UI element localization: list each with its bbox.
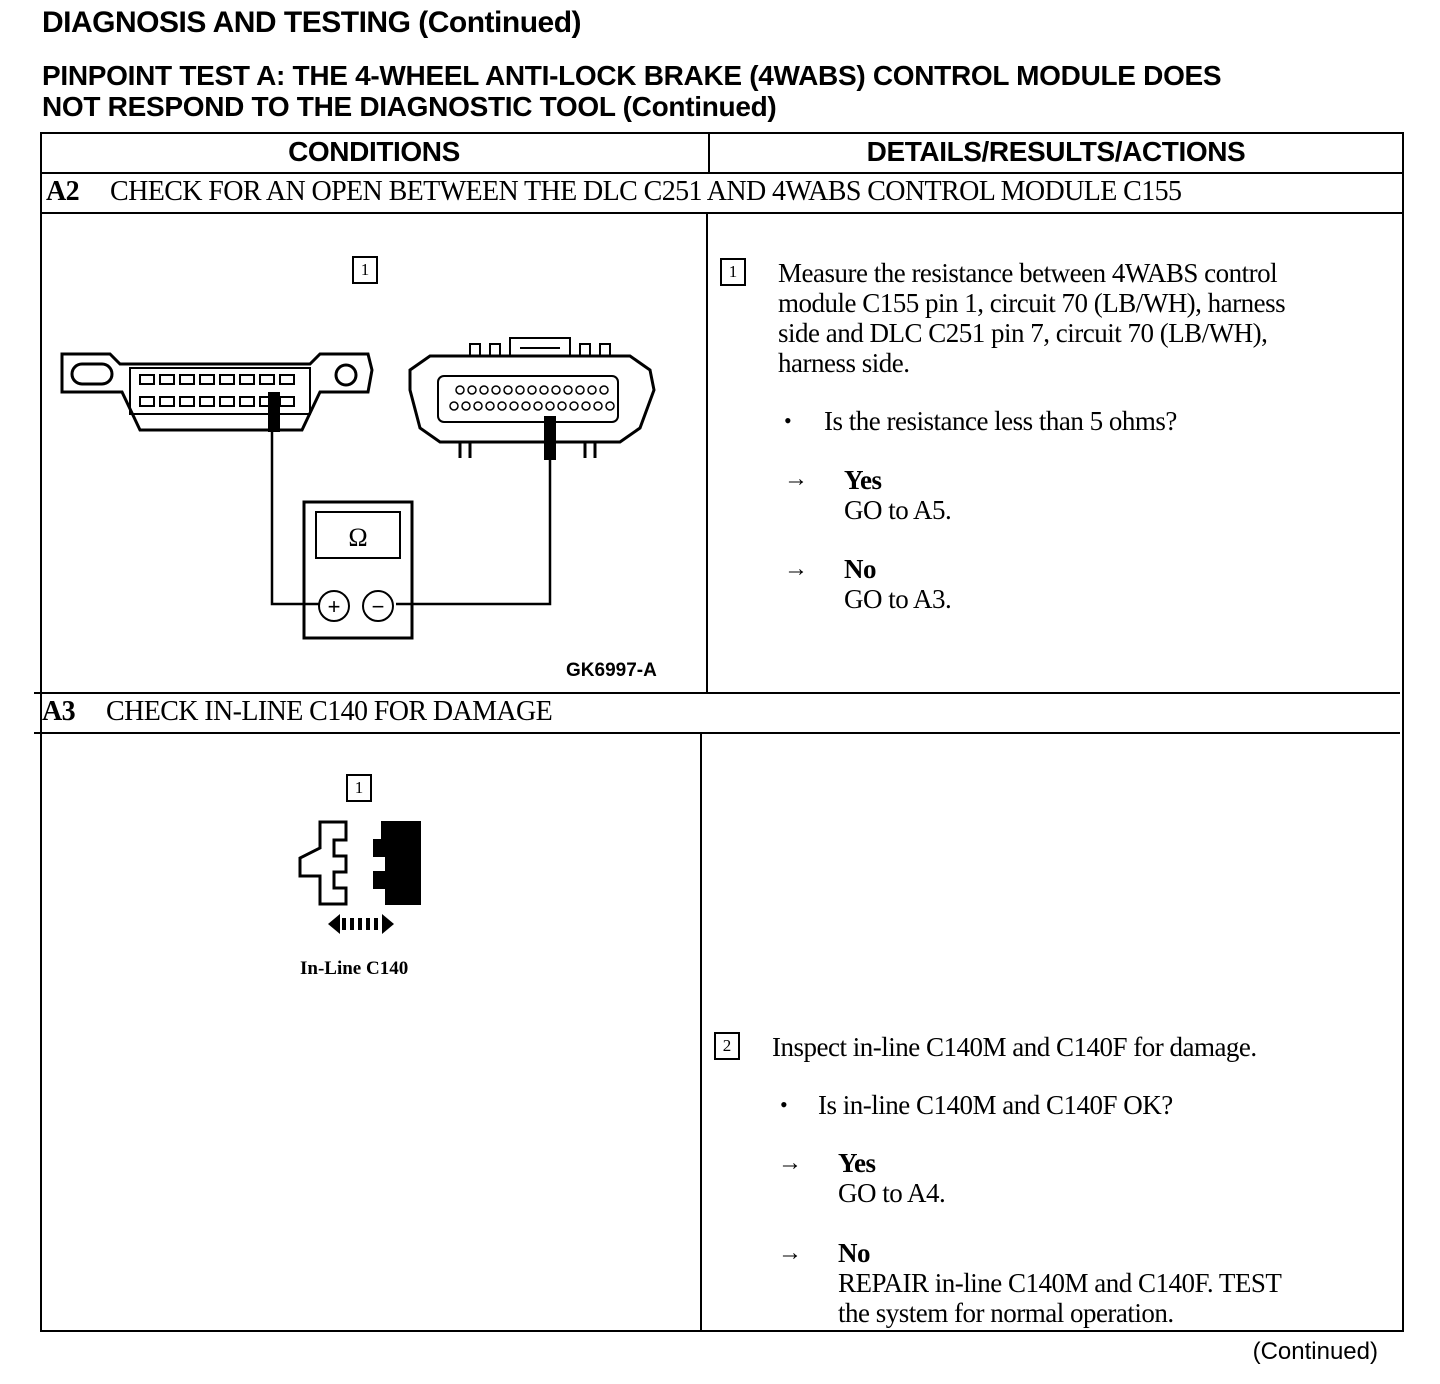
a3-yes-arrow: →: [778, 1150, 802, 1176]
a2-no-branch: [844, 554, 951, 614]
a2-step-instruction: [778, 258, 1388, 378]
c155-connector: [410, 338, 654, 458]
header-divider: [40, 172, 1404, 174]
a3-step-instruction: Inspect in-line C140M and C140F for damage.: [772, 1032, 1257, 1062]
a3-step-title: CHECK IN-LINE C140 FOR DAMAGE: [106, 696, 553, 727]
dlc-c251-connector: [62, 354, 372, 430]
plus-terminal: +: [327, 594, 341, 619]
c140-female-half: [300, 822, 346, 904]
a3-question: Is in-line C140M and C140F OK?: [818, 1090, 1173, 1120]
a3-yes-label: Yes: [838, 1148, 876, 1178]
a2-step-title: CHECK FOR AN OPEN BETWEEN THE DLC C251 AND 4WABS CONTROL MODULE C155: [110, 176, 1182, 207]
c140-male-half: [374, 822, 420, 904]
a2-step-number: 1: [720, 258, 746, 286]
a2-question: Is the resistance less than 5 ohms?: [824, 406, 1177, 436]
a2-yes-branch: [844, 465, 951, 525]
details-header: DETAILS/RESULTS/ACTIONS: [866, 136, 1246, 167]
dlc-probe: [268, 392, 280, 432]
a3-figure-connector: [290, 812, 430, 942]
continued-footer: (Continued): [1252, 1338, 1378, 1365]
a3-no-branch: [838, 1238, 1281, 1328]
a3-yes-action: GO to A4.: [838, 1178, 946, 1208]
a3-step-id: A3: [42, 696, 76, 727]
a3-step-number: 2: [714, 1032, 740, 1060]
a2-step-id: A2: [46, 176, 80, 207]
a3-no-action-line-2: the system for normal operation.: [838, 1298, 1174, 1328]
pinpoint-test-title: [42, 60, 1382, 122]
a3-figure-caption: In-Line C140: [300, 958, 409, 979]
a2-yes-label: Yes: [844, 465, 882, 495]
a2-no-arrow: →: [784, 556, 808, 582]
a2-no-label: No: [844, 554, 876, 584]
page-title: DIAGNOSIS AND TESTING (Continued): [42, 6, 582, 39]
a3-no-action-line-1: REPAIR in-line C140M and C140F. TEST: [838, 1268, 1282, 1298]
a3-figure-step-marker: 1: [346, 774, 372, 802]
disconnect-arrow: [328, 914, 394, 934]
a3-no-arrow: →: [778, 1240, 802, 1266]
a2-question-bullet: •: [784, 408, 792, 433]
a2-yes-arrow: →: [784, 466, 808, 492]
c155-pins: [450, 386, 614, 410]
a2-figure-code: GK6997-A: [566, 660, 657, 681]
a3-no-label: No: [838, 1238, 870, 1268]
a2-instruction-line-2: module C155 pin 1, circuit 70 (LB/WH), harness: [778, 288, 1286, 318]
a2-instruction-line-1: Measure the resistance between 4WABS control: [778, 258, 1278, 288]
c155-probe: [544, 416, 556, 460]
ohm-symbol: Ω: [348, 523, 368, 552]
a3-step-header: [42, 696, 552, 728]
a2-divider: [40, 212, 1404, 214]
minus-terminal: −: [371, 594, 385, 619]
a2-instruction-line-4: harness side.: [778, 348, 910, 378]
a3-question-bullet: •: [780, 1092, 788, 1117]
column-divider-a3: [700, 732, 702, 1332]
a2-no-action: GO to A3.: [844, 584, 952, 614]
pinpoint-title-line-2: NOT RESPOND TO THE DIAGNOSTIC TOOL (Continued): [42, 91, 777, 122]
a2-step-header: [46, 176, 1181, 208]
pinpoint-title-line-1: PINPOINT TEST A: THE 4-WHEEL ANTI-LOCK BRAKE (4WABS) CONTROL MODULE DOES: [42, 60, 1222, 91]
column-divider-a2: [706, 212, 708, 692]
a3-yes-branch: [838, 1148, 945, 1208]
conditions-header: CONDITIONS: [288, 136, 460, 167]
a2-figure-step-marker: 1: [352, 256, 378, 284]
a2-instruction-line-3: side and DLC C251 pin 7, circuit 70 (LB/WH),: [778, 318, 1268, 348]
a2-yes-action: GO to A5.: [844, 495, 952, 525]
